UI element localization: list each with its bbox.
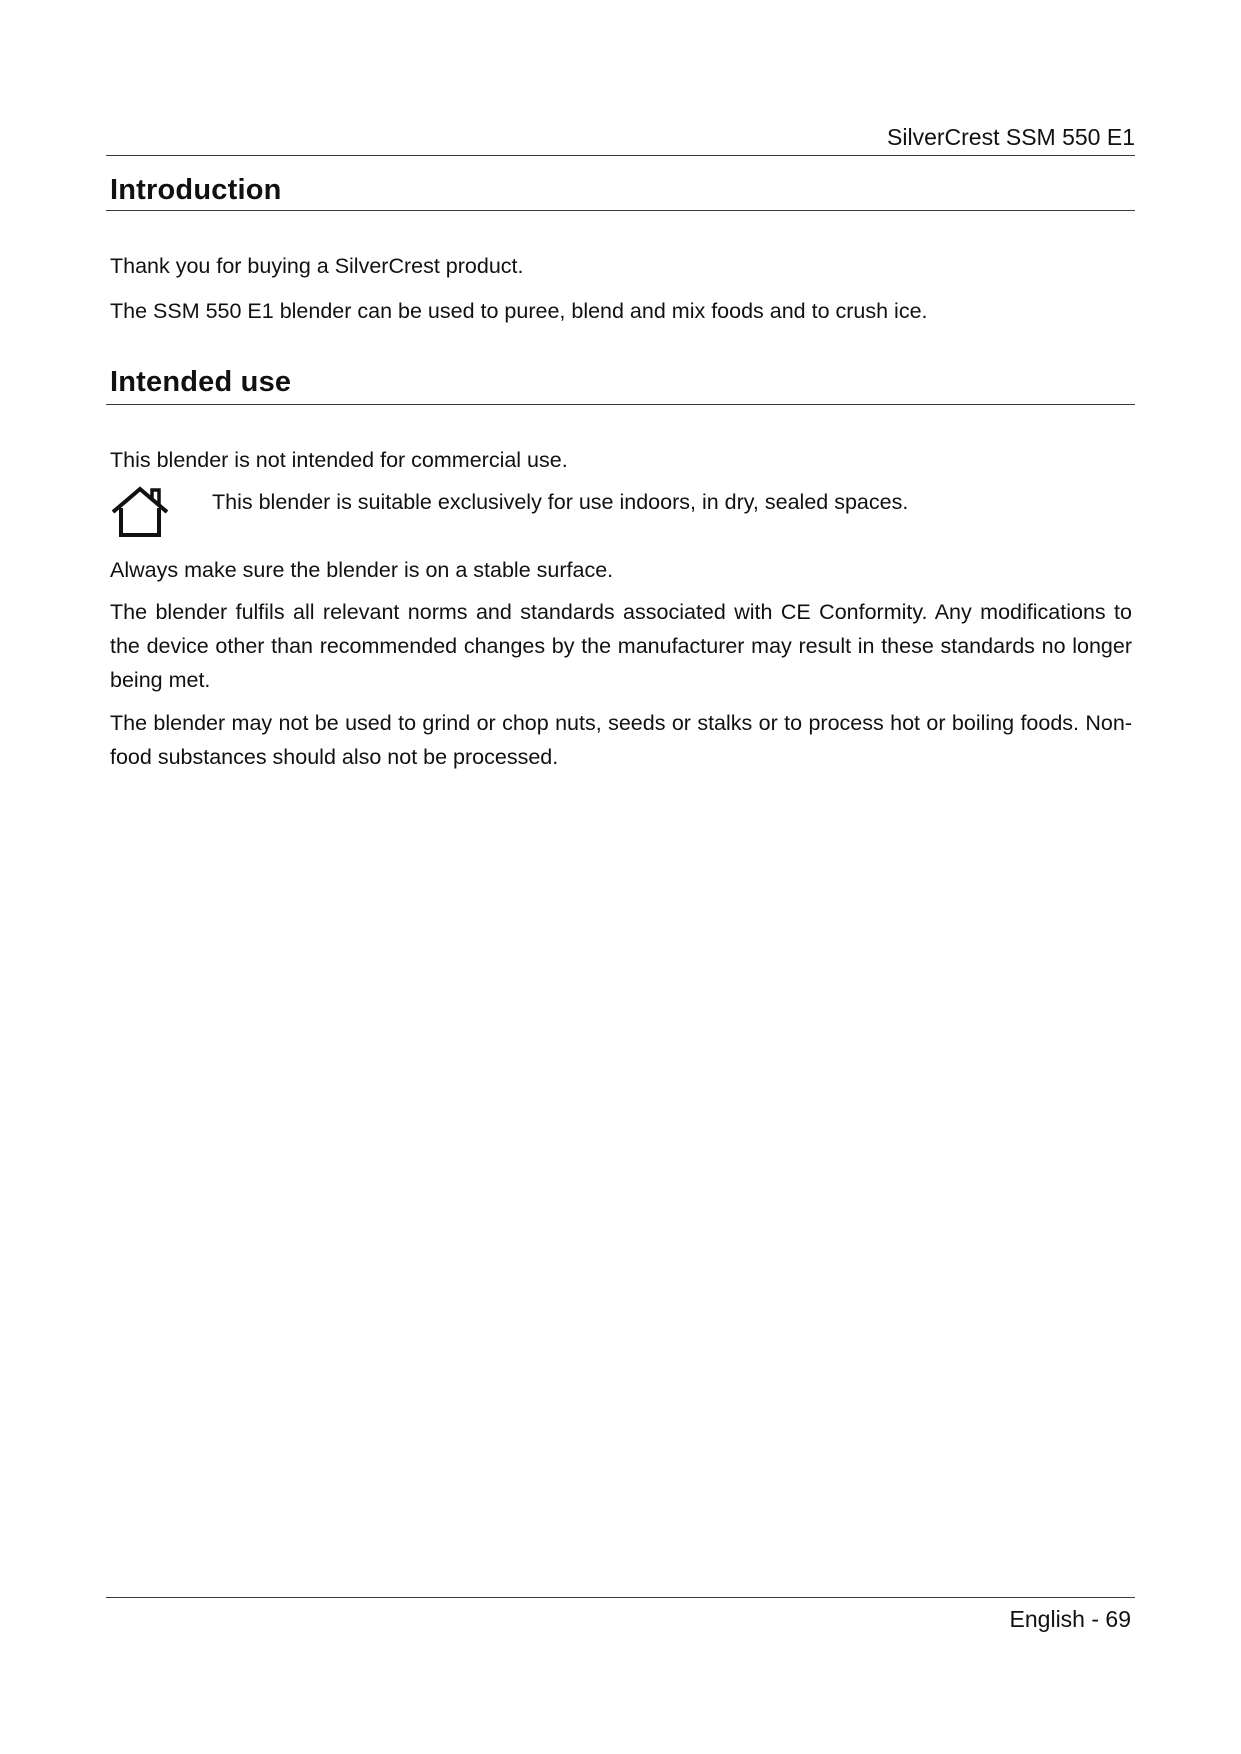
stable-surface-paragraph: Always make sure the blender is on a stable surface. <box>110 558 614 582</box>
intended-use-divider <box>106 404 1135 405</box>
commercial-use-paragraph: This blender is not intended for commercial use. <box>110 448 568 472</box>
footer-divider <box>106 1597 1135 1598</box>
header-divider <box>106 155 1135 156</box>
intended-use-heading: Intended use <box>110 366 292 398</box>
processing-restrictions-paragraph: The blender may not be used to grind or chop nuts, seeds or stalks or to process hot or boiling foods. Non-food substances should also not be processed. <box>110 711 1132 769</box>
page-number: English - 69 <box>1009 1606 1131 1632</box>
ce-conformity-paragraph: The blender fulfils all relevant norms and standards associated with CE Conformity. Any modifications to the device other than recommended changes by the manufacturer may result in these standards no longer being met. <box>110 600 1132 692</box>
running-header: SilverCrest SSM 550 E1 <box>887 124 1135 150</box>
introduction-divider <box>106 210 1135 211</box>
house-icon <box>110 484 170 539</box>
intro-paragraph-thanks: Thank you for buying a SilverCrest product. <box>110 254 524 278</box>
introduction-heading: Introduction <box>110 174 282 206</box>
indoor-use-text: This blender is suitable exclusively for use indoors, in dry, sealed spaces. <box>212 490 909 514</box>
indoor-use-notice <box>110 484 1132 544</box>
intro-paragraph-description: The SSM 550 E1 blender can be used to puree, blend and mix foods and to crush ice. <box>110 299 928 323</box>
